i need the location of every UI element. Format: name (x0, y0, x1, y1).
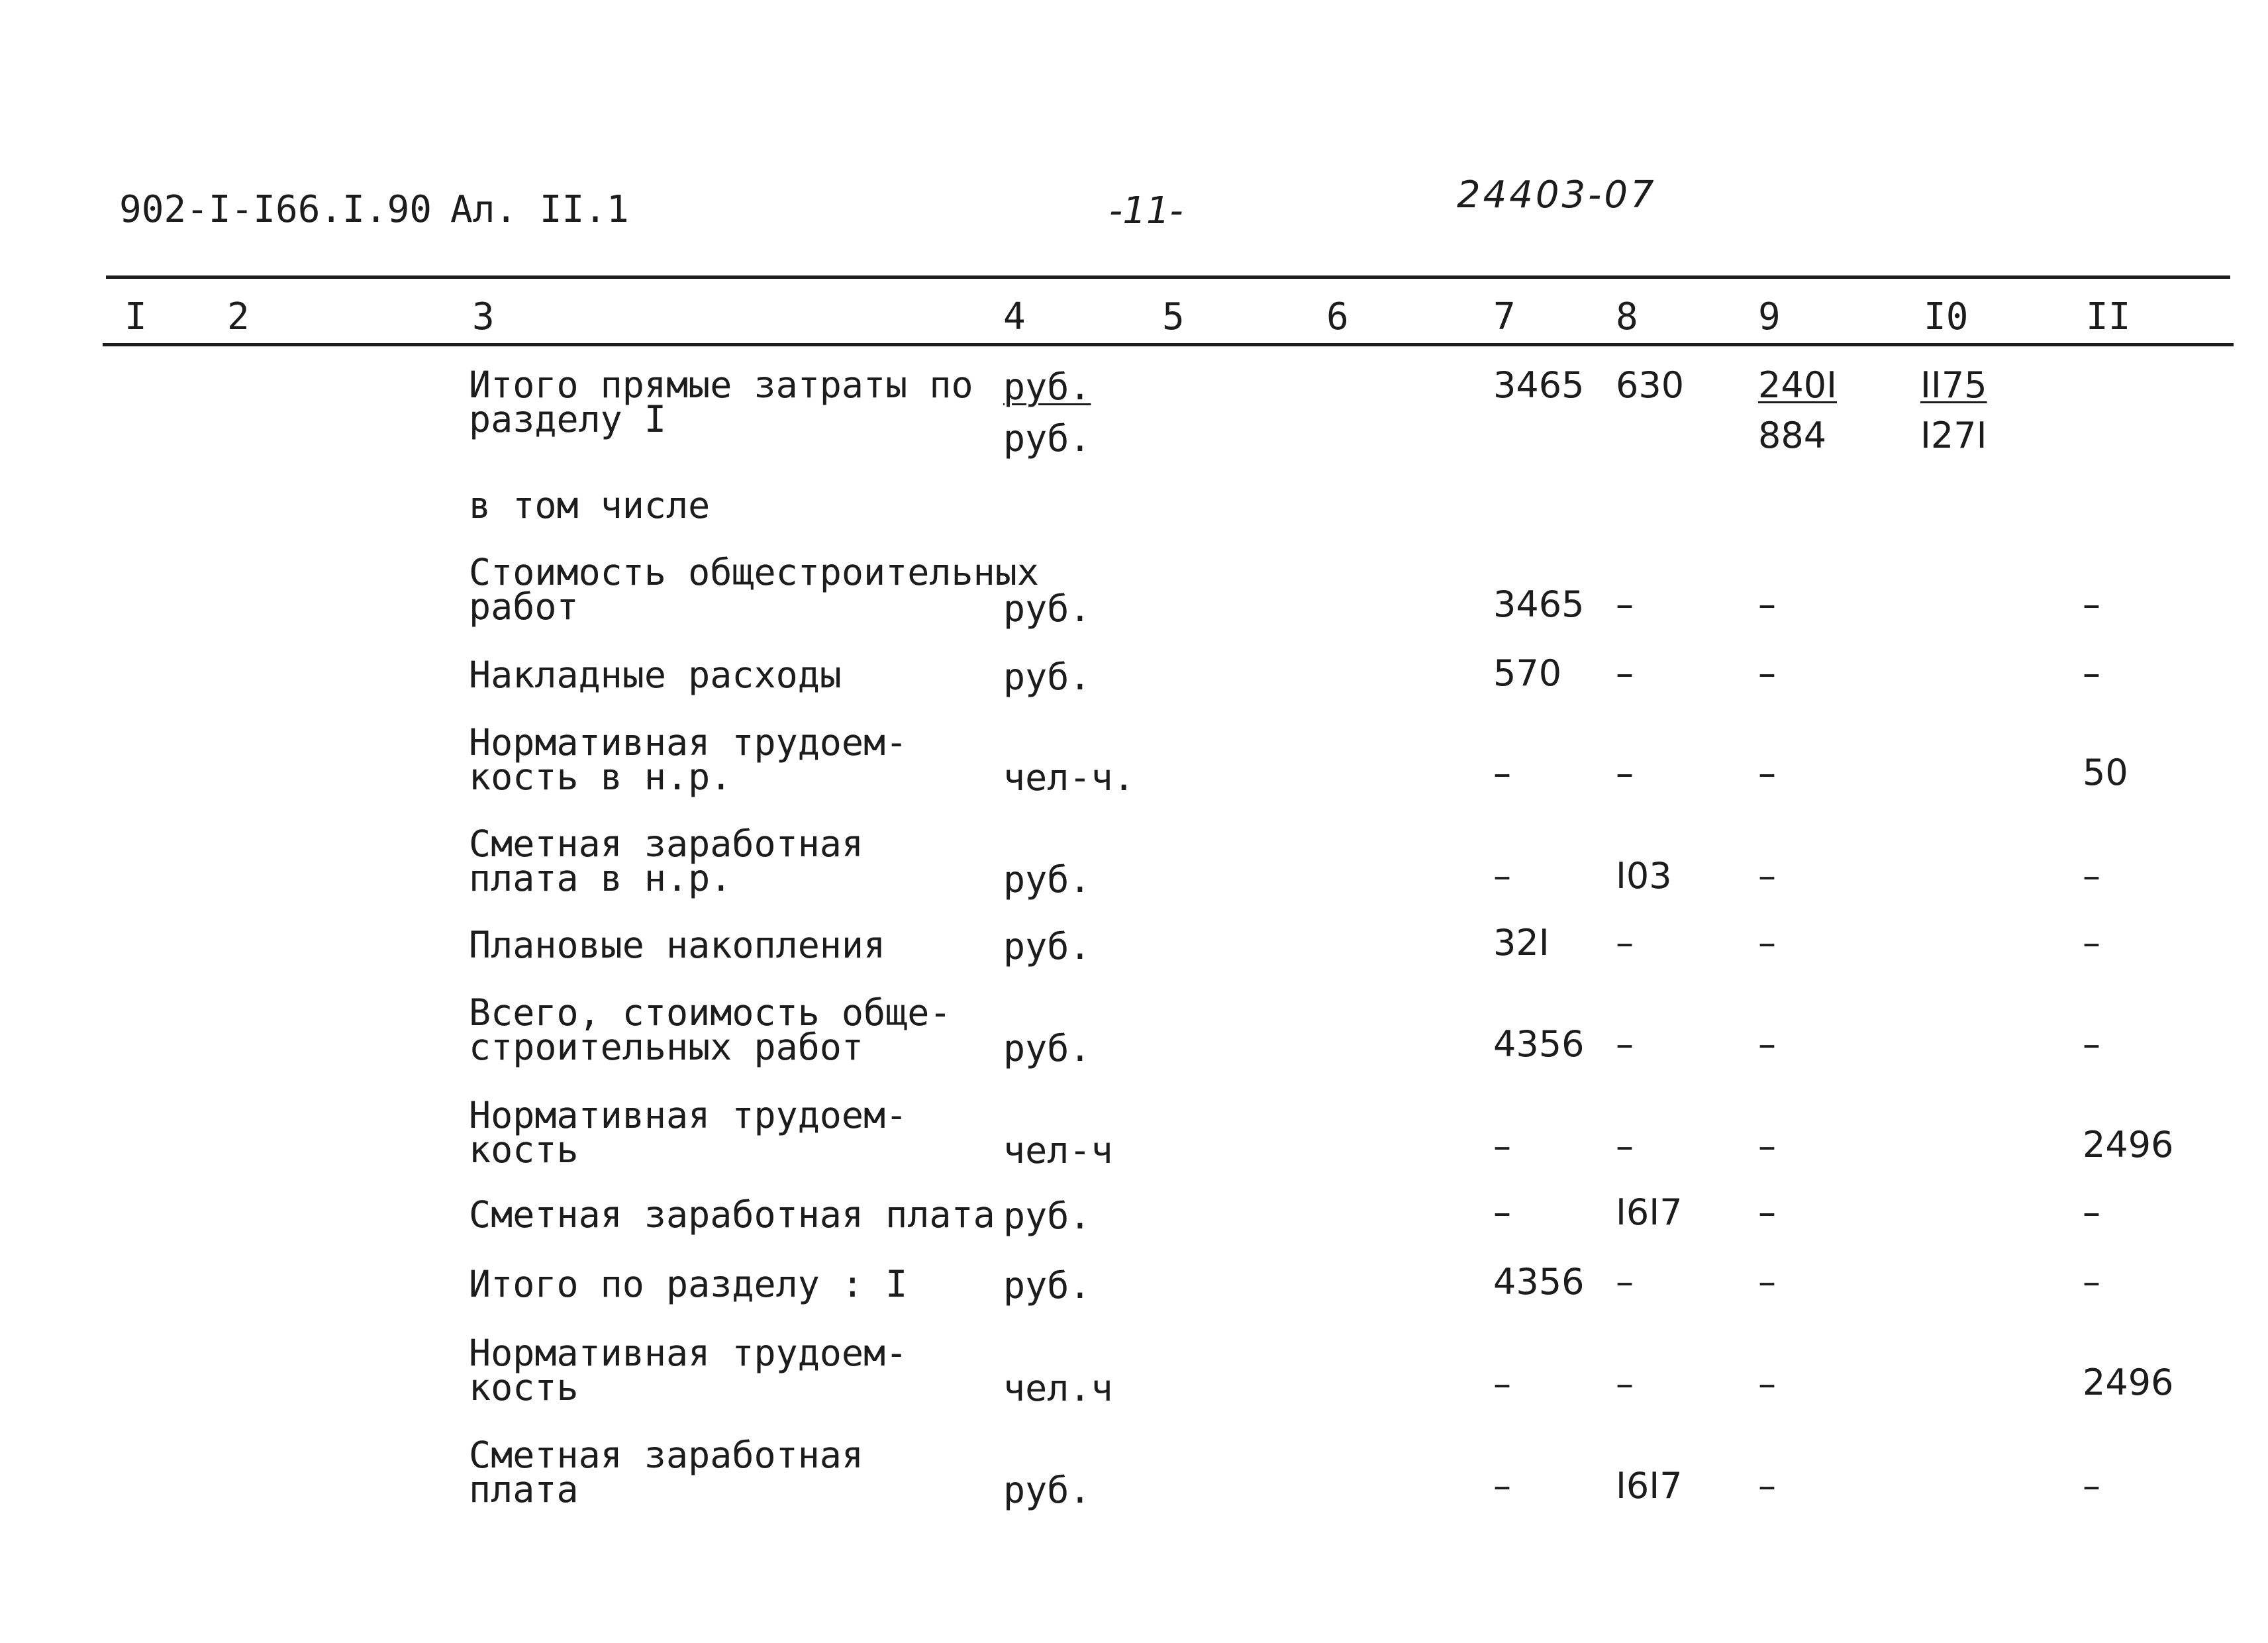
row-0-name-line2: разделу I (469, 398, 667, 440)
row-2-col9: – (1758, 583, 1776, 625)
column-header-7: 7 (1493, 295, 1516, 338)
row-10-unit: руб. (1003, 1264, 1091, 1307)
row-2-name-line1: Стоимость общестроительных (469, 551, 1039, 593)
row-5-col9: – (1758, 855, 1776, 897)
row-7-name-line2: строительных работ (469, 1026, 864, 1068)
row-9-col7: – (1493, 1191, 1511, 1233)
row-0-col10: II75 (1920, 364, 1987, 406)
row-0-unit: руб. (1003, 366, 1091, 408)
row-2-col7: 3465 (1493, 583, 1585, 625)
row-11-name-line1: Нормативная трудоем- (469, 1332, 908, 1374)
row-4-name-line2: кость в н.р. (469, 756, 732, 798)
row-11-col7: – (1493, 1363, 1511, 1405)
row-4-name-line1: Нормативная трудоем- (469, 721, 908, 764)
row-9-col8: I6I7 (1616, 1191, 1683, 1233)
column-header-5: 5 (1162, 295, 1185, 338)
column-header-10: I0 (1924, 295, 1969, 338)
row-0-col7: 3465 (1493, 364, 1585, 406)
column-header-8: 8 (1616, 295, 1638, 338)
column-header-6: 6 (1326, 295, 1349, 338)
row-4-unit: чел-ч. (1003, 756, 1135, 799)
row-11-col9: – (1758, 1363, 1776, 1405)
row-0-col9-denominator: 884 (1758, 415, 1827, 456)
column-header-3: 3 (472, 295, 495, 338)
row-9-col11: – (2083, 1191, 2100, 1233)
row-6-col8: – (1616, 922, 1634, 964)
row-3-col7: 570 (1493, 652, 1562, 694)
row-5-col8: I03 (1616, 855, 1672, 897)
row-9-unit: руб. (1003, 1195, 1091, 1237)
row-4-col8: – (1616, 752, 1634, 794)
row-8-col11: 2496 (2083, 1124, 2174, 1166)
row-8-name-line1: Нормативная трудоем- (469, 1094, 908, 1136)
row-12-col7: – (1493, 1465, 1511, 1507)
row-1-name: в том числе (469, 484, 711, 526)
row-7-name-line1: Всего, стоимость обще- (469, 991, 952, 1034)
row-12-col11: – (2083, 1465, 2100, 1507)
row-3-col11: – (2083, 652, 2100, 694)
row-4-col9: – (1758, 752, 1776, 794)
row-6-col11: – (2083, 922, 2100, 964)
column-header-9: 9 (1758, 295, 1781, 338)
row-3-unit: руб. (1003, 656, 1091, 698)
row-3-col9: – (1758, 652, 1776, 694)
row-11-unit: чел.ч (1003, 1367, 1113, 1409)
row-6-col9: – (1758, 922, 1776, 964)
row-0-col9: 240I (1758, 364, 1837, 406)
row-8-col7: – (1493, 1125, 1511, 1167)
column-header-1: I (124, 295, 147, 338)
row-2-col11: – (2083, 583, 2100, 625)
document-code: 902-I-I66.I.90 (119, 188, 432, 231)
row-5-name-line1: Сметная заработная (469, 822, 864, 865)
row-0-col8: 630 (1616, 364, 1685, 406)
row-5-name-line2: плата в н.р. (469, 857, 732, 899)
row-10-col7: 4356 (1493, 1261, 1585, 1303)
row-6-col7: 32I (1493, 922, 1550, 964)
header-bottom-rule (103, 343, 2234, 346)
row-3-col8: – (1616, 652, 1634, 694)
header-top-rule (106, 275, 2230, 279)
row-2-unit: руб. (1003, 587, 1091, 630)
row-5-unit: руб. (1003, 858, 1091, 901)
row-12-name-line2: плата (469, 1468, 579, 1511)
sheet-label: Ал. II.1 (450, 188, 629, 231)
row-11-col8: – (1616, 1363, 1634, 1405)
row-12-name-line1: Сметная заработная (469, 1434, 864, 1476)
row-12-col9: – (1758, 1465, 1776, 1507)
column-header-4: 4 (1003, 295, 1026, 338)
row-0-name-line1: Итого прямые затраты по (469, 364, 973, 406)
row-10-col9: – (1758, 1261, 1776, 1303)
row-5-col7: – (1493, 855, 1511, 897)
row-8-unit: чел-ч (1003, 1129, 1113, 1171)
row-2-name-line2: работ (469, 585, 579, 628)
row-4-col7: – (1493, 752, 1511, 794)
column-header-11: II (2086, 295, 2131, 338)
row-9-col9: – (1758, 1191, 1776, 1233)
row-7-col11: – (2083, 1023, 2100, 1065)
column-header-2: 2 (227, 295, 250, 338)
row-7-col7: 4356 (1493, 1023, 1585, 1065)
row-3-name: Накладные расходы (469, 654, 842, 696)
row-8-col9: – (1758, 1125, 1776, 1167)
row-6-unit: руб. (1003, 925, 1091, 968)
row-9-name: Сметная заработная плата (469, 1193, 995, 1236)
row-0-col10-denominator: I27I (1920, 415, 1987, 456)
row-2-col8: – (1616, 583, 1634, 625)
row-10-col8: – (1616, 1261, 1634, 1303)
row-7-col8: – (1616, 1023, 1634, 1065)
row-0-unit-2: руб. (1003, 417, 1091, 460)
row-8-col8: – (1616, 1125, 1634, 1167)
row-7-col9: – (1758, 1023, 1776, 1065)
row-4-col11: 50 (2083, 752, 2128, 793)
row-7-unit: руб. (1003, 1027, 1091, 1070)
row-10-col11: – (2083, 1261, 2100, 1303)
row-5-col11: – (2083, 855, 2100, 897)
inventory-number: 24403-07 (1457, 174, 1657, 217)
page-number: -11- (1109, 189, 1183, 232)
row-11-name-line2: кость (469, 1366, 579, 1409)
row-11-col11: 2496 (2083, 1362, 2174, 1403)
row-8-name-line2: кость (469, 1128, 579, 1171)
row-6-name: Плановые накопления (469, 924, 886, 966)
row-12-unit: руб. (1003, 1469, 1091, 1511)
row-12-col8: I6I7 (1616, 1465, 1683, 1507)
row-10-name: Итого по разделу : I (469, 1263, 908, 1305)
